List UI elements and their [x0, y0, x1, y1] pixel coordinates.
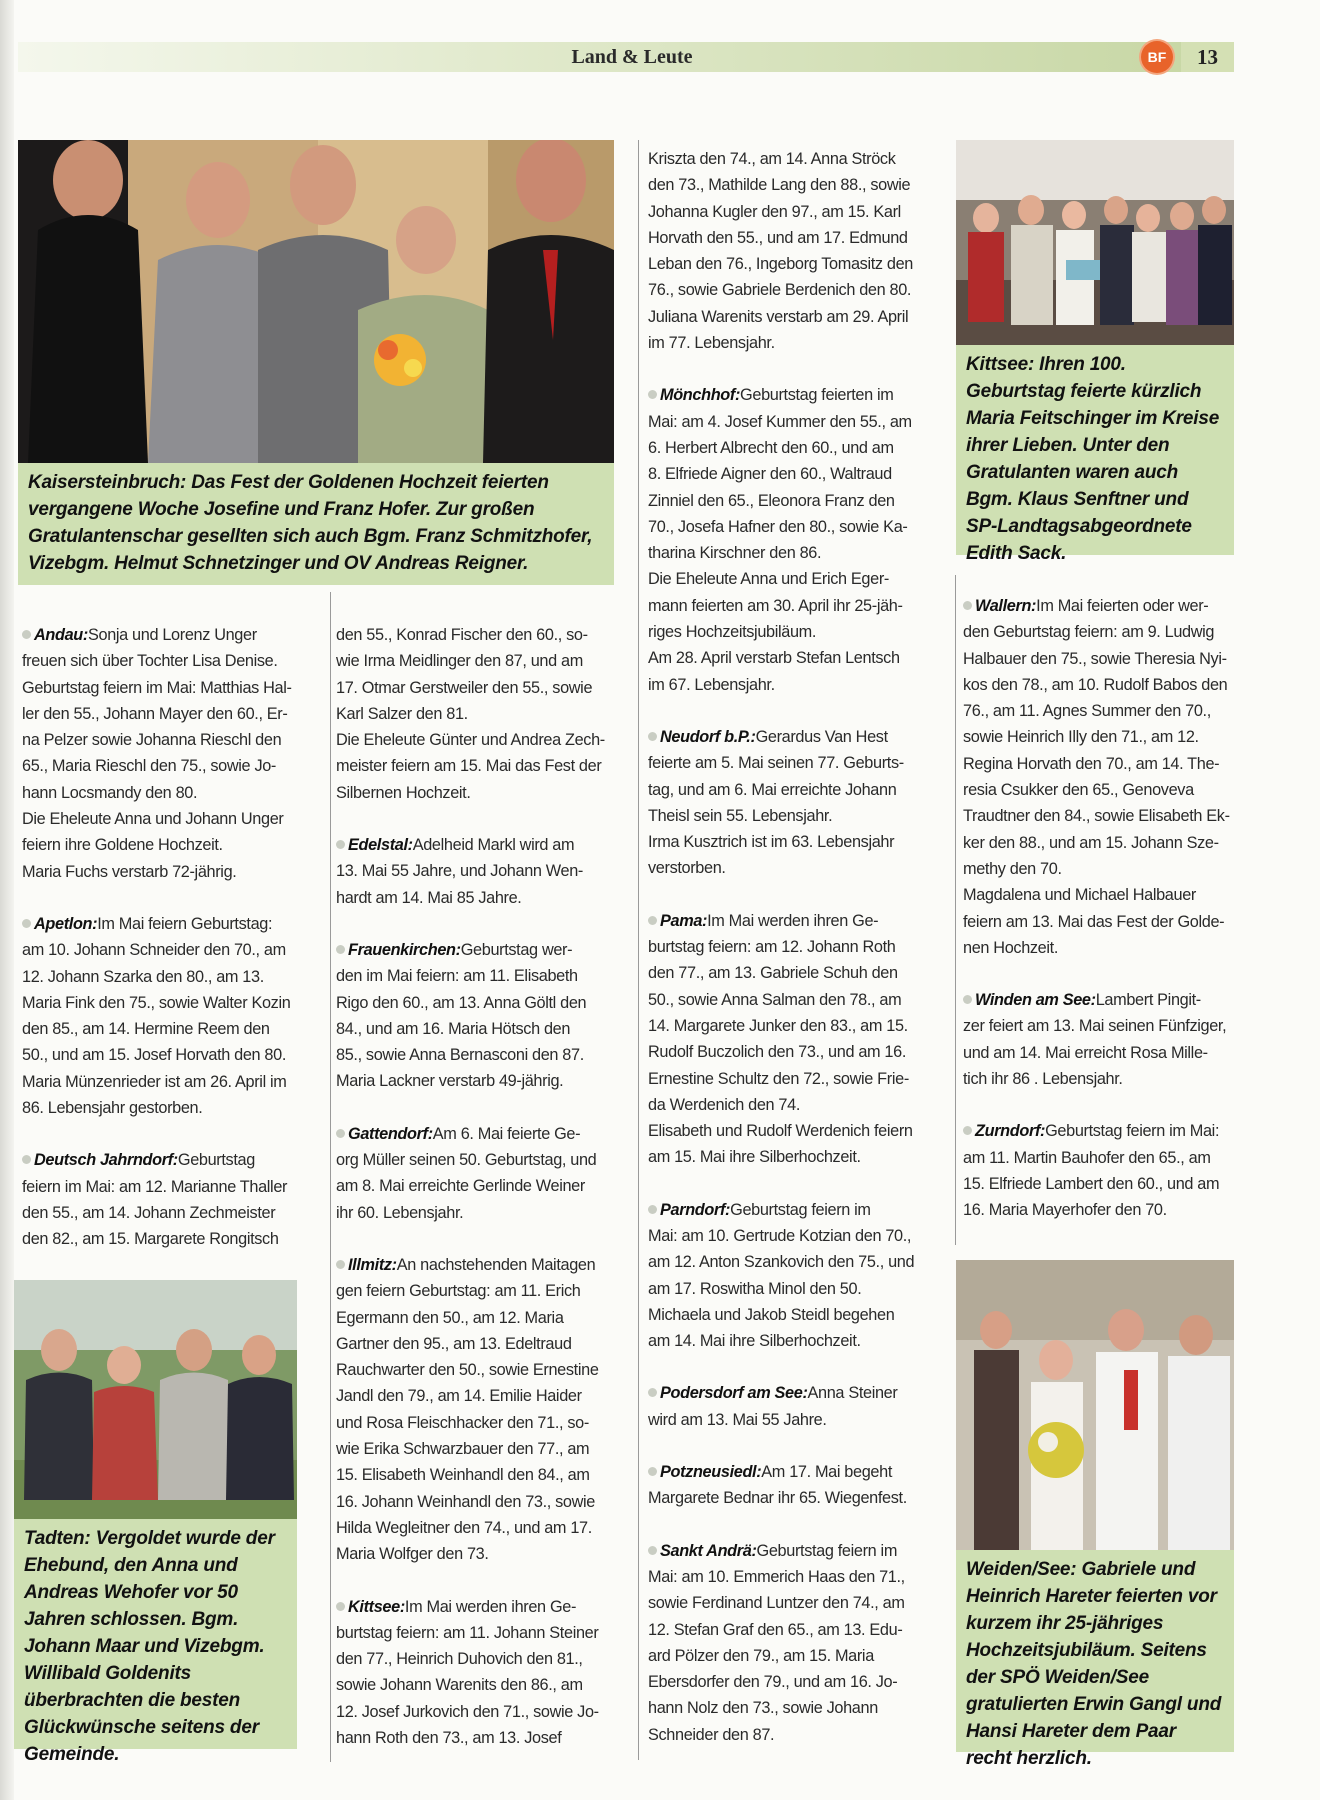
text-line: 12. Stefan Graf den 65., am 13. Edu- [648, 1620, 903, 1639]
text-line: sowie Ferdinand Luntzer den 74., am [648, 1594, 905, 1613]
paragraph-gap [336, 806, 632, 832]
text-line [22, 1147, 322, 1173]
text-line [648, 908, 948, 934]
text-line: feiern im Mai: am 12. Marianne Thaller [22, 1177, 288, 1196]
text-line: riges Hochzeitsjubiläum. [648, 623, 817, 642]
text-line: hann Locsmandy den 80. [22, 783, 198, 802]
text-line: 15. Elfriede Lambert den 60., und am [963, 1174, 1220, 1193]
text-line: wie Erika Schwarzbauer den 77., am [336, 1440, 590, 1459]
text-line [336, 1594, 632, 1620]
place-name-mönchhof: Mönchhof: [660, 386, 741, 405]
caption-kittsee: Kittsee: Ihren 100. Geburtstag feierte kürzlich Maria Feitschinger im Kreise ihrer Lieben. Unter den Gratulanten waren auch Bgm. Klaus Senftner und SP-Landtagsabgeordnete Edith Sack. [956, 345, 1234, 555]
entry-text: Anna Steiner [807, 1384, 898, 1403]
text-line: 84., und am 16. Maria Hötsch den [336, 1019, 571, 1038]
paragraph-gap [336, 1095, 632, 1121]
place-name-edelstal: Edelstal: [348, 836, 413, 855]
paragraph-gap [336, 1568, 632, 1594]
text-line: Leban den 76., Ingeborg Tomasitz den [648, 255, 913, 274]
section-title: Land & Leute [571, 46, 693, 68]
text-line: ihr 60. Lebensjahr. [336, 1203, 464, 1222]
paragraph-gap [648, 698, 948, 724]
text-line: 15. Elisabeth Weinhandl den 84., am [336, 1466, 590, 1485]
text-line [22, 622, 322, 648]
text-line: methy den 70. [963, 859, 1062, 878]
text-line: wie Irma Meidlinger den 87, und am [336, 652, 583, 671]
bullet-dot-icon [336, 1129, 345, 1138]
text-line: 65., Maria Rieschl den 75., sowie Jo- [22, 757, 277, 776]
entry-text: Im Mai werden ihren Ge- [707, 911, 879, 930]
text-line: Mai: am 4. Josef Kummer den 55., am [648, 412, 912, 431]
page-spine [0, 0, 14, 1800]
bf-logo: BF [1141, 41, 1173, 73]
text-line: burtstag feiern: am 11. Johann Steiner [336, 1623, 599, 1642]
bullet-dot-icon [963, 601, 972, 610]
text-line: kos den 78., am 10. Rudolf Babos den [963, 675, 1228, 694]
entry-text: Geburtstag feierten im [740, 386, 894, 405]
column-rule-2 [638, 140, 639, 1760]
place-name-winden-am-see: Winden am See: [975, 991, 1096, 1010]
text-line: feiern ihre Goldene Hochzeit. [22, 836, 223, 855]
paragraph-gap [963, 961, 1238, 987]
place-name-frauenkirchen: Frauenkirchen: [348, 940, 461, 959]
bullet-dot-icon [963, 1126, 972, 1135]
text-line: Halbauer den 75., sowie Theresia Nyi- [963, 649, 1227, 668]
entry-text: An nachstehenden Maitagen [396, 1255, 596, 1274]
place-name-apetlon: Apetlon: [34, 914, 98, 933]
text-line: am 17. Roswitha Minol den 50. [648, 1279, 862, 1298]
bullet-dot-icon [648, 390, 657, 399]
photo-kittsee [956, 140, 1234, 345]
text-line: ler den 55., Johann Mayer den 60., Er- [22, 704, 288, 723]
text-line: den 77., am 13. Gabriele Schuh den [648, 964, 898, 983]
text-line: Gartner den 95., am 13. Edeltraud [336, 1334, 572, 1353]
text-line [648, 382, 948, 408]
text-line: Maria Lackner verstarb 49-jährig. [336, 1072, 564, 1091]
text-line: im 77. Lebensjahr. [648, 334, 775, 353]
text-line: mann feierten am 30. April ihr 25-jäh- [648, 596, 903, 615]
text-line [648, 1459, 948, 1485]
text-line: Irma Kusztrich ist im 63. Lebensjahr [648, 833, 895, 852]
text-column-4 [963, 593, 1238, 1224]
text-line: Geburtstag feiern im Mai: Matthias Hal- [22, 678, 292, 697]
entry-text: Gerardus Van Hest [755, 727, 888, 746]
text-line: Ernestine Schultz den 72., sowie Frie- [648, 1069, 909, 1088]
text-line: den 82., am 15. Margarete Rongitsch [22, 1230, 279, 1249]
text-line [336, 1252, 632, 1278]
entry-text: Am 17. Mai begeht [761, 1463, 893, 1482]
text-line: Magdalena und Michael Halbauer [963, 886, 1196, 905]
text-line: meister feiern am 15. Mai das Fest der [336, 757, 602, 776]
bullet-dot-icon [963, 995, 972, 1004]
text-line: verstorben. [648, 859, 726, 878]
text-column-1 [22, 622, 322, 1253]
text-line: ard Pölzer den 79., am 15. Maria [648, 1646, 874, 1665]
text-line: Rudolf Buczolich den 73., und am 16. [648, 1043, 907, 1062]
paragraph-gap [648, 1512, 948, 1538]
text-line [648, 1197, 948, 1223]
text-line: Maria Wolfger den 73. [336, 1545, 489, 1564]
text-line: 76., am 11. Agnes Summer den 70., [963, 702, 1211, 721]
text-line: Mai: am 10. Gertrude Kotzian den 70., [648, 1226, 912, 1245]
paragraph-gap [22, 885, 322, 911]
text-line: feiern am 13. Mai das Fest der Golde- [963, 912, 1225, 931]
text-line: am 14. Mai ihre Silberhochzeit. [648, 1332, 861, 1351]
place-name-sankt-andrä: Sankt Andrä: [660, 1541, 757, 1560]
text-line: 16. Maria Mayerhofer den 70. [963, 1201, 1167, 1220]
column-rule-3 [955, 575, 956, 1245]
entry-text: Adelheid Markl wird am [412, 836, 575, 855]
text-line: Maria Fuchs verstarb 72-jährig. [22, 862, 237, 881]
text-line: Traudtner den 84., sowie Elisabeth Ek- [963, 807, 1230, 826]
text-line: hardt am 14. Mai 85 Jahre. [336, 888, 522, 907]
text-line [963, 1118, 1238, 1144]
text-line [336, 1121, 632, 1147]
text-line: 70., Josefa Hafner den 80., sowie Ka- [648, 517, 908, 536]
text-line: Mai: am 10. Emmerich Haas den 71., [648, 1567, 905, 1586]
text-line: feierte am 5. Mai seinen 77. Geburts- [648, 754, 904, 773]
text-line: Regina Horvath den 70., am 14. The- [963, 754, 1220, 773]
place-name-potzneusiedl: Potzneusiedl: [660, 1463, 762, 1482]
text-line: nen Hochzeit. [963, 938, 1059, 957]
text-line: hann Roth den 73., am 13. Josef [336, 1728, 562, 1747]
text-line: Johanna Kugler den 97., am 15. Karl [648, 202, 901, 221]
photo-tadten [14, 1280, 297, 1519]
text-line: Horvath den 55., und am 17. Edmund [648, 228, 908, 247]
bullet-dot-icon [648, 732, 657, 741]
bullet-dot-icon [336, 945, 345, 954]
entry-text: Geburtstag wer- [460, 940, 573, 959]
text-line: 13. Mai 55 Jahre, und Johann Wen- [336, 862, 584, 881]
text-line: Elisabeth und Rudolf Werdenich feiern [648, 1122, 913, 1141]
text-line: 8. Elfriede Aigner den 60., Waltraud [648, 465, 892, 484]
entry-text: Geburtstag feiern im [756, 1541, 898, 1560]
bullet-dot-icon [648, 1388, 657, 1397]
text-line: gen feiern Geburtstag: am 11. Erich [336, 1282, 581, 1301]
text-line: 85., sowie Anna Bernasconi den 87. [336, 1046, 584, 1065]
text-line: am 12. Anton Szankovich den 75., und [648, 1253, 915, 1272]
bullet-dot-icon [22, 630, 31, 639]
text-line: tich ihr 86 . Lebensjahr. [963, 1070, 1123, 1089]
entry-text: Im Mai werden ihren Ge- [404, 1597, 577, 1616]
caption-kaisersteinbruch: Kaisersteinbruch: Das Fest der Goldenen Hochzeit feierten vergangene Woche Josefine und Franz Hofer. Zur großen Gratulantenschar gesellten sich auch Bgm. Franz Schmitzhofer, Vizebgm. Helmut Schnetzinger und OV Andreas Reigner. [18, 463, 614, 585]
entry-text: Im Mai feierten oder wer- [1036, 597, 1209, 615]
text-line: 86. Lebensjahr gestorben. [22, 1099, 203, 1118]
entry-text: Sonja und Lorenz Unger [87, 626, 257, 644]
text-line: Theisl sein 55. Lebensjahr. [648, 806, 833, 825]
text-line: im 67. Lebensjahr. [648, 675, 775, 694]
paragraph-gap [963, 1092, 1238, 1118]
paragraph-gap [648, 1354, 948, 1380]
text-line: 16. Johann Weinhandl den 73., sowie [336, 1492, 595, 1511]
text-line: Michaela und Jakob Steidl begehen [648, 1305, 895, 1324]
entry-text: Lambert Pingit- [1095, 991, 1201, 1010]
text-line: Die Eheleute Anna und Johann Unger [22, 810, 284, 829]
column-rule-1 [330, 592, 331, 1762]
text-line: na Pelzer sowie Johanna Rieschl den [22, 731, 282, 750]
bullet-dot-icon [22, 1155, 31, 1164]
text-line: am 11. Martin Bauhofer den 65., am [963, 1148, 1211, 1167]
entry-text: Am 6. Mai feierte Ge- [432, 1124, 581, 1143]
text-line: Margarete Bednar ihr 65. Wiegenfest. [648, 1489, 907, 1508]
place-name-pama: Pama: [660, 911, 708, 930]
text-line: Maria Fink den 75., sowie Walter Kozin [22, 993, 291, 1012]
text-line [963, 593, 1238, 619]
paragraph-gap [648, 882, 948, 908]
entry-text: Geburtstag feiern im Mai: [1045, 1122, 1220, 1141]
text-line: tag, und am 6. Mai erreichte Johann [648, 780, 897, 799]
text-line: am 15. Mai ihre Silberhochzeit. [648, 1148, 861, 1167]
photo-kaisersteinbruch [18, 140, 614, 463]
place-name-neudorf-b-p: Neudorf b.P.: [660, 727, 756, 746]
text-line: 6. Herbert Albrecht den 60., und am [648, 438, 894, 457]
text-line: Zinniel den 65., Eleonora Franz den [648, 491, 895, 510]
text-line: 12. Josef Jurkovich den 71., sowie Jo- [336, 1702, 599, 1721]
text-line: Karl Salzer den 81. [336, 704, 468, 723]
text-line: Am 28. April verstarb Stefan Lentsch [648, 649, 900, 668]
text-line: Schneider den 87. [648, 1725, 775, 1744]
text-line: sowie Johann Warenits den 86., am [336, 1676, 583, 1695]
bullet-dot-icon [648, 1546, 657, 1555]
place-name-gattendorf: Gattendorf: [348, 1124, 433, 1143]
text-line: sowie Heinrich Illy den 71., am 12. [963, 728, 1199, 747]
text-line: den 73., Mathilde Lang den 88., sowie [648, 176, 911, 195]
text-line: Hilda Wegleitner den 74., und am 17. [336, 1518, 592, 1537]
place-name-zurndorf: Zurndorf: [975, 1122, 1046, 1141]
text-line [336, 937, 632, 963]
place-name-deutsch-jahrndorf: Deutsch Jahrndorf: [34, 1151, 178, 1170]
text-line: 12. Johann Szarka den 80., am 13. [22, 967, 264, 986]
bullet-dot-icon [336, 1260, 345, 1269]
text-line: am 8. Mai erreichte Gerlinde Weiner [336, 1177, 585, 1196]
text-line: 76., sowie Gabriele Berdenich den 80. [648, 281, 912, 300]
text-line: Egermann den 50., am 12. Maria [336, 1308, 564, 1327]
text-line: zer feiert am 13. Mai seinen Fünfziger, [963, 1017, 1227, 1036]
caption-weiden: Weiden/See: Gabriele und Heinrich Hareter feierten vor kurzem ihr 25-jähriges Hochzeitsjubiläum. Seitens der SPÖ Weiden/See gratulierten Erwin Gangl und Hansi Hareter dem Paar recht herzlich. [956, 1550, 1234, 1752]
text-line: Die Eheleute Günter und Andrea Zech- [336, 731, 605, 750]
text-line: hann Nolz den 73., sowie Johann [648, 1699, 878, 1718]
text-line: tharina Kirschner den 86. [648, 544, 822, 563]
place-name-wallern: Wallern: [975, 597, 1037, 615]
text-line [648, 724, 948, 750]
paragraph-gap [336, 1226, 632, 1252]
text-line [648, 1538, 948, 1564]
text-line: 50., und am 15. Josef Horvath den 80. [22, 1046, 287, 1065]
text-line: org Müller seinen 50. Geburtstag, und [336, 1151, 597, 1170]
bullet-dot-icon [336, 1602, 345, 1611]
text-line: Die Eheleute Anna und Erich Eger- [648, 570, 889, 589]
text-line: den 77., Heinrich Duhovich den 81., [336, 1650, 583, 1669]
text-line: 14. Margarete Junker den 83., am 15. [648, 1016, 908, 1035]
text-line: 50., sowie Anna Salman den 78., am [648, 990, 902, 1009]
place-name-andau: Andau: [34, 626, 88, 644]
entry-text: Geburtstag feiern im [730, 1200, 871, 1219]
text-line: freuen sich über Tochter Lisa Denise. [22, 652, 278, 671]
text-line: resia Csukker den 65., Genoveva [963, 781, 1194, 800]
place-name-illmitz: Illmitz: [348, 1255, 397, 1274]
bullet-dot-icon [648, 1467, 657, 1476]
text-column-3 [648, 146, 948, 1748]
text-line: den Geburtstag feiern: am 9. Ludwig [963, 623, 1215, 642]
paragraph-gap [648, 1433, 948, 1459]
text-line: Ebersdorfer den 79., und am 16. Jo- [648, 1673, 898, 1692]
text-line: den 55., am 14. Johann Zechmeister [22, 1203, 276, 1222]
entry-text: Im Mai feiern Geburtstag: [97, 914, 273, 933]
text-line: den im Mai feiern: am 11. Elisabeth [336, 967, 578, 986]
text-line: und am 14. Mai erreicht Rosa Mille- [963, 1043, 1208, 1062]
text-line: Maria Münzenrieder ist am 26. April im [22, 1072, 287, 1091]
text-line: da Werdenich den 74. [648, 1095, 801, 1114]
text-line: den 85., am 14. Hermine Reem den [22, 1020, 270, 1039]
text-line: Jandl den 79., am 14. Emilie Haider [336, 1387, 582, 1406]
text-line: 17. Otmar Gerstweiler den 55., sowie [336, 678, 593, 697]
text-line: am 10. Johann Schneider den 70., am [22, 941, 286, 960]
text-line: den 55., Konrad Fischer den 60., so- [336, 626, 588, 644]
text-line [336, 832, 632, 858]
text-line [648, 1380, 948, 1406]
entry-text: Geburtstag [177, 1151, 255, 1170]
place-name-parndorf: Parndorf: [660, 1200, 731, 1219]
place-name-kittsee: Kittsee: [348, 1597, 405, 1616]
photo-weiden [956, 1260, 1234, 1550]
bullet-dot-icon [336, 840, 345, 849]
bullet-dot-icon [22, 919, 31, 928]
place-name-podersdorf-am-see: Podersdorf am See: [660, 1384, 808, 1403]
text-line: Juliana Warenits verstarb am 29. April [648, 307, 909, 326]
caption-tadten: Tadten: Vergoldet wurde der Ehebund, den Anna und Andreas Wehofer vor 50 Jahren schlossen. Bgm. Johann Maar und Vizebgm. Willibald Goldenits überbrachten die besten Glückwünsche seitens der Gemeinde. [14, 1519, 297, 1749]
paragraph-gap [648, 1171, 948, 1197]
text-line: und Rosa Fleischhacker den 71., so- [336, 1413, 589, 1432]
text-line [963, 987, 1238, 1013]
text-line: burtstag feiern: am 12. Johann Roth [648, 938, 896, 957]
text-line [22, 911, 322, 937]
text-line: Rigo den 60., am 13. Anna Göltl den [336, 993, 587, 1012]
page-number: 13 [1197, 45, 1218, 69]
text-line: wird am 13. Mai 55 Jahre. [648, 1410, 827, 1429]
text-column-2 [336, 622, 632, 1751]
paragraph-gap [22, 1121, 322, 1147]
text-line: ker den 88., und am 15. Johann Sze- [963, 833, 1219, 852]
bullet-dot-icon [648, 916, 657, 925]
paragraph-gap [648, 356, 948, 382]
text-line: Silbernen Hochzeit. [336, 783, 471, 802]
text-line: Rauchwarter den 50., sowie Ernestine [336, 1361, 599, 1380]
paragraph-gap [336, 911, 632, 937]
text-line: Kriszta den 74., am 14. Anna Ströck [648, 150, 896, 168]
bullet-dot-icon [648, 1205, 657, 1214]
